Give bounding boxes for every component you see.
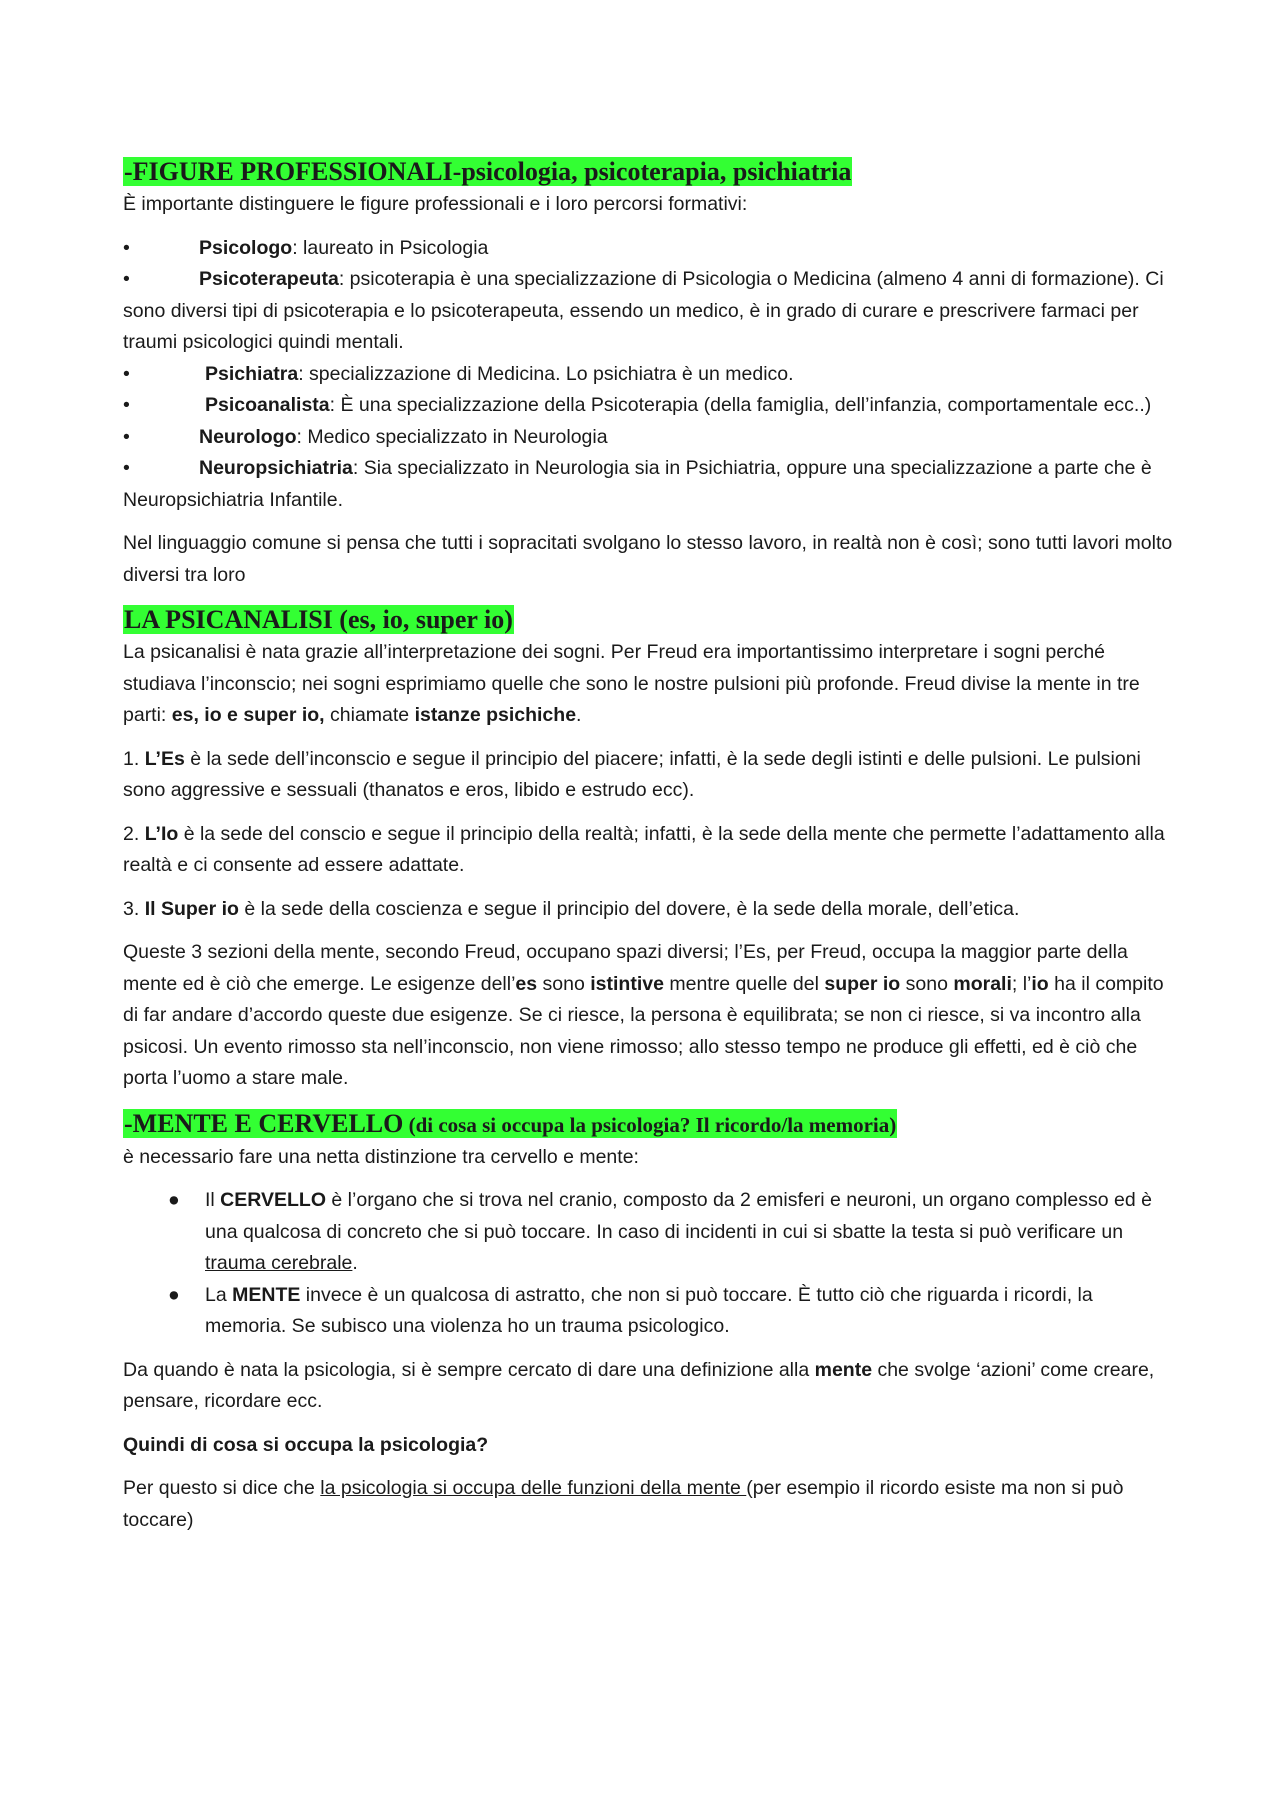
term: Psicologo — [199, 236, 293, 259]
heading-figure-professionali — [123, 155, 1173, 189]
super-io-paragraph: 3. Il Super io è la sede della coscienza e segue il principio del dovere, è la sede della morale, dell’etica. — [123, 897, 1020, 920]
term: Neuropsichiatria — [199, 457, 353, 479]
list-item-mente: ● La MENTE invece è un qualcosa di astratto, che non si può toccare. È tutto ciò che riguarda i ricordi, la memoria. Se subisco una violenza ho un trauma psicologico. — [123, 1280, 1173, 1343]
s1-outro: Nel linguaggio comune si pensa che tutti i sopracitati svolgano lo stesso lavoro, in realtà non è così; sono tutti lavori molto diversi tra loro — [123, 532, 1173, 586]
bullet: • — [123, 457, 130, 479]
list-item-neurologo: • Neurologo: Medico specializzato in Neurologia — [123, 422, 1173, 454]
s3-intro: è necessario fare una netta distinzione tra cervello e mente: — [123, 1145, 639, 1168]
document-body — [123, 155, 1173, 1536]
bullet: • — [123, 268, 130, 290]
mente-cervello-list — [123, 1185, 1173, 1343]
list-item-psichiatra: • Psichiatra: specializzazione di Medicina. Lo psichiatra è un medico. — [123, 359, 1173, 391]
term: Neurologo — [199, 425, 297, 448]
s1-intro: È importante distinguere le figure professionali e i loro percorsi formativi: — [123, 193, 748, 215]
sezioni-paragraph: Queste 3 sezioni della mente, secondo Freud, occupano spazi diversi; l’Es, per Freud, occupa la maggior parte della mente ed è ciò che emerge. Le esigenze dell’es sono istintive mentre quelle del super io sono morali; l’io ha il compito di far andare d’accordo queste due esigenze. Se ci riesce, la persona è equilibrata; se non ci riesce, si va incontro alla psicosi. Un evento rimosso sta nell’inconscio, non viene rimosso; allo stesso tempo ne produce gli effetti, ed è ciò che porta l’uomo a stare male. — [123, 941, 1164, 1089]
definizione-paragraph: Da quando è nata la psicologia, si è sempre cercato di dare una definizione alla mente che svolge ‘azioni’ come creare, pensare, ricordare ecc. — [123, 1358, 1155, 1412]
io-paragraph: 2. L’Io è la sede del conscio e segue il principio della realtà; infatti, è la sede della mente che permette l’adattamento alla realtà e ci consente ad essere adattate. — [123, 822, 1165, 876]
list-item-psicologo: • Psicologo: laureato in Psicologia — [123, 233, 1173, 265]
list-item-cervello: ● Il CERVELLO è l’organo che si trova nel cranio, composto da 2 emisferi e neuroni, un organo complesso ed è una qualcosa di concreto che si può toccare. In caso di incidenti in cui si sbatte la testa si può verificare un trauma cerebrale. — [123, 1185, 1173, 1280]
list-item-neuropsichiatria: • Neuropsichiatria: Sia specializzato in Neurologia sia in Psichiatria, oppure una specializzazione a parte che è Neuropsichiatria Infantile. — [123, 453, 1173, 516]
question-line: Quindi di cosa si occupa la psicologia? — [123, 1433, 489, 1456]
bullet: ● — [168, 1189, 180, 1211]
term: Psicoterapeuta — [199, 268, 339, 290]
term: Psicoanalista — [205, 394, 330, 416]
bullet: • — [123, 236, 130, 259]
heading-highlight: LA PSICANALISI (es, io, super io) — [124, 605, 513, 634]
bullet: • — [123, 362, 130, 385]
term: Psichiatra — [205, 362, 299, 385]
list-item-psicoanalista: • Psicoanalista: È una specializzazione della Psicoterapia (della famiglia, dell’infanzia, comportamentale ecc..) — [123, 390, 1173, 422]
heading-psicanalisi — [123, 603, 1173, 637]
bullet: • — [123, 425, 130, 448]
bullet: • — [123, 394, 130, 416]
conclusion-paragraph: Per questo si dice che la psicologia si occupa delle funzioni della mente (per esempio il ricordo esiste ma non si può toccare) — [123, 1477, 1124, 1531]
heading-highlight: -MENTE E CERVELLO (di cosa si occupa la psicologia? Il ricordo/la memoria) — [124, 1108, 897, 1138]
list-item-psicoterapeuta: • Psicoterapeuta: psicoterapia è una specializzazione di Psicologia o Medicina (almeno 4 anni di formazione). Ci sono diversi tipi di psicoterapia e lo psicoterapeuta, essendo un medico, è in grado di curare e prescrivere farmaci per traumi psicologici quindi mentali. — [123, 264, 1173, 359]
es-paragraph: 1. L’Es è la sede dell’inconscio e segue il principio del piacere; infatti, è la sede degli istinti e delle pulsioni. Le pulsioni sono aggressive e sessuali (thanatos e eros, libido e estrudo ecc). — [123, 747, 1141, 801]
professional-list — [123, 233, 1173, 517]
heading-highlight: -FIGURE PROFESSIONALI-psicologia, psicoterapia, psichiatria — [124, 157, 852, 186]
s2-intro: La psicanalisi è nata grazie all’interpretazione dei sogni. Per Freud era importantissimo interpretare i sogni perché studiava l’inconscio; nei sogni esprimiamo quelle che sono le nostre pulsioni più profonde. Freud divise la mente in tre parti: es, io e super io, chiamate istanze psichiche. — [123, 641, 1140, 726]
heading-mente-cervello — [123, 1107, 1173, 1142]
bullet: ● — [168, 1283, 180, 1306]
